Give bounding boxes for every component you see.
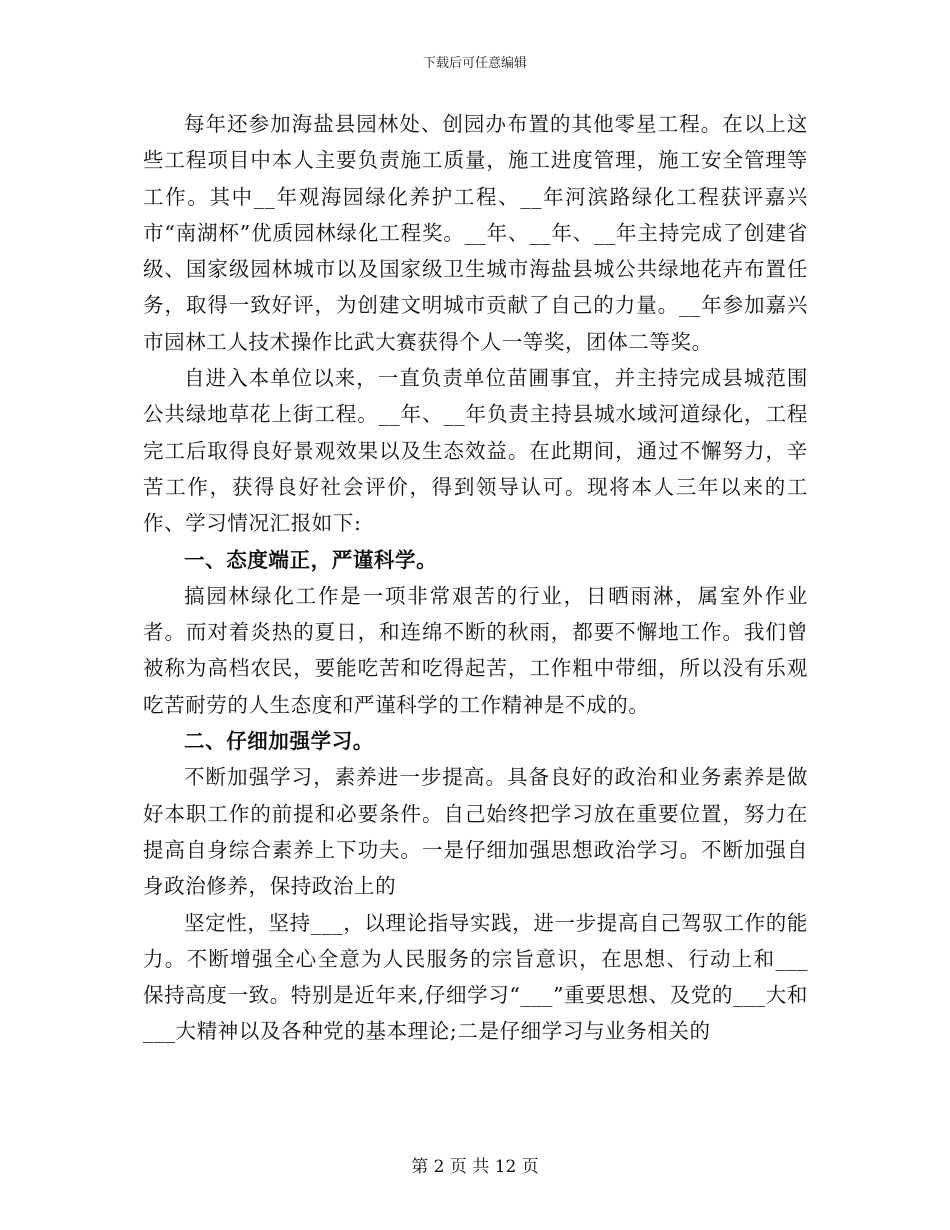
paragraph-5: 坚定性，坚持___，以理论指导实践，进一步提高自己驾驭工作的能力。不断增强全心全意为人民服务的宗旨意识，在思想、行动上和___保持高度一致。特别是近年来,仔细学习“___”重要思想、及党的___大和___大精神以及各种党的基本理论;二是仔细学习与业务相关的 (143, 910, 808, 1044)
paragraph-4: 不断加强学习，素养进一步提高。具备良好的政治和业务素养是做好本职工作的前提和必要条件。自己始终把学习放在重要位置，努力在提高自身综合素养上下功夫。一是仔细加强思想政治学习。不断加强自身政治修养，保持政治上的 (143, 765, 808, 899)
section-heading-1: 一、态度端正，严谨科学。 (184, 547, 438, 572)
section-heading-2: 二、仔细加强学习。 (184, 729, 374, 754)
page-number: 第 2 页 共 12 页 (411, 1157, 539, 1177)
paragraph-1: 每年还参加海盐县园林处、创园办布置的其他零星工程。在以上这些工程项目中本人主要负责施工质量，施工进度管理，施工安全管理等工作。其中__年观海园绿化养护工程、__年河滨路绿化工程获评嘉兴市“南湖杯”优质园林绿化工程奖。__年、__年、__年主持完成了创建省级、国家级园林城市以及国家级卫生城市海盐县城公共绿地花卉布置任务，取得一致好评，为创建文明城市贡献了自己的力量。__年参加嘉兴市园林工人技术操作比武大赛获得个人一等奖，团体二等奖。 (143, 112, 808, 354)
page-header: 下载后可任意编辑 (422, 56, 527, 71)
document-body (143, 106, 808, 1050)
paragraph-3: 搞园林绿化工作是一项非常艰苦的行业，日晒雨淋，属室外作业者。而对着炎热的夏日，和连绵不断的秋雨，都要不懈地工作。我们曾被称为高档农民，要能吃苦和吃得起苦，工作粗中带细，所以没有乐观吃苦耐劳的人生态度和严谨科学的工作精神是不成的。 (143, 583, 808, 717)
paragraph-2: 自进入本单位以来，一直负责单位苗圃事宜，并主持完成县城范围公共绿地草花上街工程。__年、__年负责主持县城水域河道绿化，工程完工后取得良好景观效果以及生态效益。在此期间，通过不懈努力，辛苦工作，获得良好社会评价，得到领导认可。现将本人三年以来的工作、学习情况汇报如下: (143, 366, 808, 536)
